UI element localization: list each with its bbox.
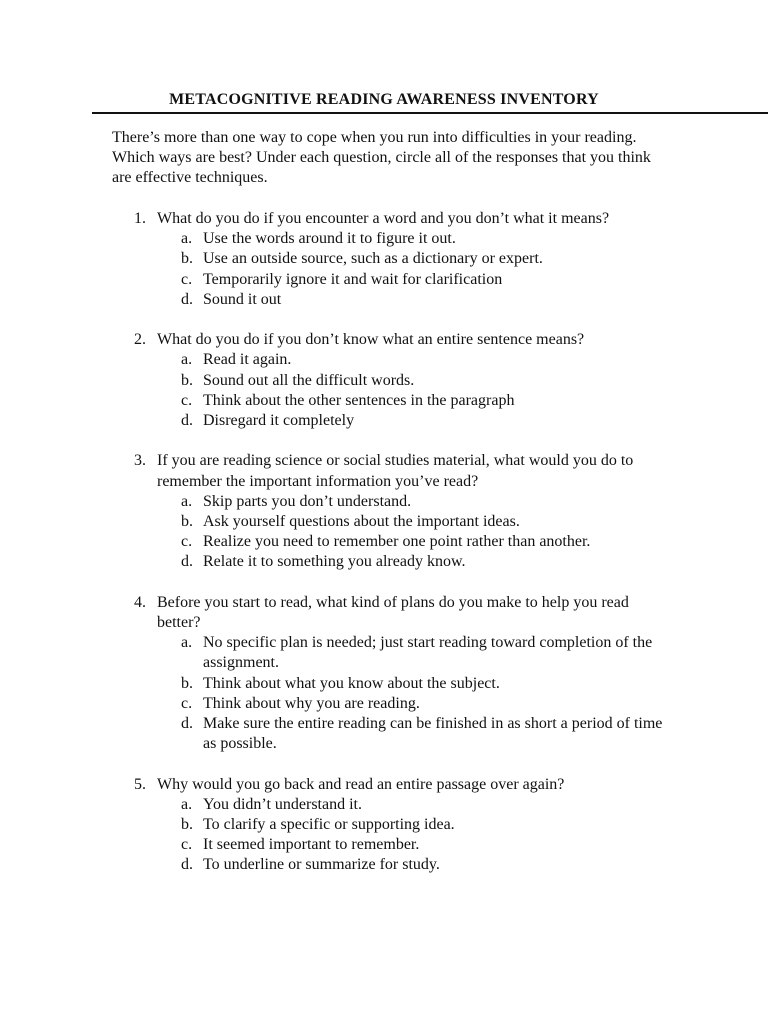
option-text: Read it again. (203, 351, 292, 369)
option-letter: d. (181, 290, 193, 308)
option-item[interactable] (112, 350, 672, 370)
option-list (112, 795, 672, 876)
option-list (112, 492, 672, 573)
option-item[interactable] (112, 855, 672, 875)
option-letter: a. (181, 351, 193, 369)
question-3 (112, 451, 672, 572)
option-item[interactable] (112, 552, 672, 572)
option-list (112, 633, 672, 754)
option-item[interactable] (112, 835, 672, 855)
option-item[interactable] (112, 229, 672, 249)
option-letter: d. (181, 856, 193, 874)
question-number: 4. (134, 593, 146, 611)
question-number: 5. (134, 775, 146, 793)
option-text: Relate it to something you already know. (203, 553, 466, 571)
option-item[interactable] (112, 694, 672, 714)
option-text: Skip parts you don’t understand. (203, 492, 412, 510)
option-item[interactable] (112, 633, 672, 673)
option-letter: c. (181, 836, 193, 854)
option-letter: c. (181, 270, 193, 288)
question-text: Why would you go back and read an entire passage over again? (157, 775, 565, 793)
option-letter: c. (181, 694, 193, 712)
option-text: Use the words around it to figure it out. (203, 230, 456, 248)
option-letter: a. (181, 492, 193, 510)
option-text: No specific plan is needed; just start reading toward completion of the assignment. (203, 634, 653, 672)
option-text: Realize you need to remember one point rather than another. (203, 533, 591, 551)
option-text: Temporarily ignore it and wait for clarification (203, 270, 503, 288)
question-list (112, 209, 672, 896)
document-title: METACOGNITIVE READING AWARENESS INVENTORY (169, 91, 599, 108)
option-item[interactable] (112, 795, 672, 815)
option-text: Think about why you are reading. (203, 694, 420, 712)
option-item[interactable] (112, 532, 672, 552)
option-item[interactable] (112, 674, 672, 694)
option-text: Use an outside source, such as a dictionary or expert. (203, 250, 543, 268)
option-letter: d. (181, 715, 193, 733)
question-1 (112, 209, 672, 310)
option-item[interactable] (112, 371, 672, 391)
option-item[interactable] (112, 270, 672, 290)
option-text: Disregard it completely (203, 412, 355, 430)
option-letter: a. (181, 795, 193, 813)
option-item[interactable] (112, 714, 672, 754)
option-letter: a. (181, 634, 193, 652)
option-letter: a. (181, 230, 193, 248)
option-item[interactable] (112, 815, 672, 835)
question-2 (112, 330, 672, 431)
option-text: Make sure the entire reading can be finished in as short a period of time as possible. (203, 715, 663, 753)
option-item[interactable] (112, 290, 672, 310)
option-text: To underline or summarize for study. (203, 856, 440, 874)
option-letter: c. (181, 533, 193, 551)
option-item[interactable] (112, 492, 672, 512)
option-letter: b. (181, 513, 193, 531)
option-text: Sound out all the difficult words. (203, 371, 415, 389)
question-number: 3. (134, 452, 146, 470)
question-text: What do you do if you don’t know what an entire sentence means? (157, 331, 585, 349)
question-5 (112, 775, 672, 876)
question-text: What do you do if you encounter a word and you don’t what it means? (157, 210, 610, 227)
option-item[interactable] (112, 512, 672, 532)
option-text: Think about what you know about the subject. (203, 674, 500, 692)
option-list (112, 350, 672, 431)
option-text: To clarify a specific or supporting idea. (203, 816, 455, 834)
option-text: Ask yourself questions about the important ideas. (203, 513, 520, 531)
option-item[interactable] (112, 411, 672, 431)
option-letter: c. (181, 391, 193, 409)
question-number: 2. (134, 331, 146, 349)
option-letter: d. (181, 412, 193, 430)
option-letter: d. (181, 553, 193, 571)
option-text: It seemed important to remember. (203, 836, 420, 854)
question-4 (112, 593, 672, 755)
title-rule (92, 112, 768, 114)
option-text: Think about the other sentences in the paragraph (203, 391, 515, 409)
question-number: 1. (134, 210, 146, 227)
option-letter: b. (181, 371, 193, 389)
question-text: Before you start to read, what kind of plans do you make to help you read better? (157, 593, 629, 632)
option-text: You didn’t understand it. (203, 795, 362, 813)
intro-paragraph: There’s more than one way to cope when you run into difficulties in your reading. Which ways are best? Under each question, circle all of the responses that you think are effective techniques. (112, 129, 651, 186)
option-letter: b. (181, 816, 193, 834)
option-item[interactable] (112, 391, 672, 411)
option-letter: b. (181, 674, 193, 692)
option-item[interactable] (112, 249, 672, 269)
option-text: Sound it out (203, 290, 282, 308)
option-letter: b. (181, 250, 193, 268)
option-list (112, 229, 672, 310)
question-text: If you are reading science or social studies material, what would you do to remember the important information you’ve read? (157, 452, 634, 490)
